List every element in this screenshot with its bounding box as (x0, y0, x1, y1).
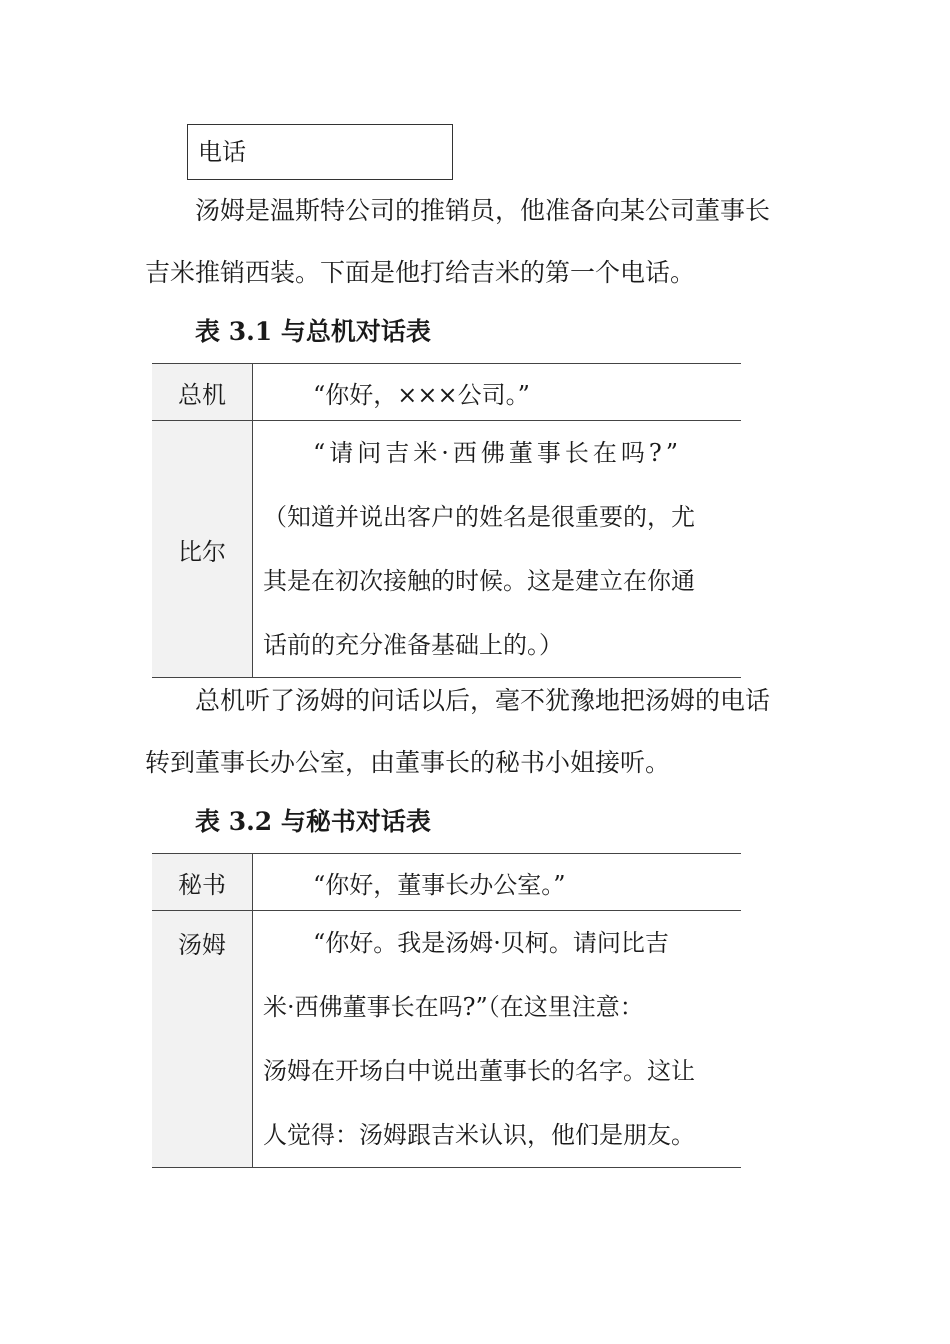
speech-line: “你好，董事长办公室。” (313, 870, 566, 899)
speech-line: （知道并说出客户的姓名是很重要的，尤 (263, 503, 695, 531)
speech-cell (253, 911, 742, 1168)
speech-cell (253, 364, 742, 421)
speech-line: 话前的充分准备基础上的。） (263, 631, 563, 659)
table-row (152, 911, 741, 1168)
switchboard-dialog-table (152, 363, 741, 678)
speaker-cell: 比尔 (152, 421, 253, 678)
speaker-cell: 总机 (152, 364, 253, 421)
speech-line: 人觉得：汤姆跟吉米认识，他们是朋友。 (263, 1121, 695, 1149)
intro-line-1: 汤姆是温斯特公司的推销员，他准备向某公司董事长 (195, 196, 771, 225)
speech-line: 汤姆在开场白中说出董事长的名字。这让 (263, 1057, 695, 1085)
speech-line: “请问吉米·西佛董事长在吗?” (313, 439, 683, 467)
speech-line: “你好。我是汤姆·贝柯。请问比吉 (313, 929, 669, 957)
section-title: 电话 (187, 124, 453, 180)
secretary-dialog-table (152, 853, 741, 1168)
intro-paragraph (145, 180, 825, 304)
middle-line-1: 总机听了汤姆的问话以后，毫不犹豫地把汤姆的电话 (195, 686, 771, 715)
table-row (152, 364, 741, 421)
speech-cell (253, 854, 742, 911)
intro-line-2: 吉米推销西装。下面是他打给吉米的第一个电话。 (145, 258, 696, 287)
middle-line-2: 转到董事长办公室，由董事长的秘书小姐接听。 (145, 748, 671, 777)
speaker-cell: 秘书 (152, 854, 253, 911)
speech-line: “你好，×××公司。” (313, 380, 530, 409)
table1-caption: 表 3.1 与总机对话表 (195, 317, 431, 346)
table2-caption: 表 3.2 与秘书对话表 (195, 807, 431, 836)
speech-line: 米·西佛董事长在吗?”（在这里注意： (263, 993, 644, 1021)
speech-line: 其是在初次接触的时候。这是建立在你通 (263, 567, 695, 595)
middle-paragraph (145, 670, 825, 794)
table-row (152, 854, 741, 911)
speech-cell (253, 421, 742, 678)
speaker-cell: 汤姆 (152, 911, 253, 1168)
table-row (152, 421, 741, 678)
